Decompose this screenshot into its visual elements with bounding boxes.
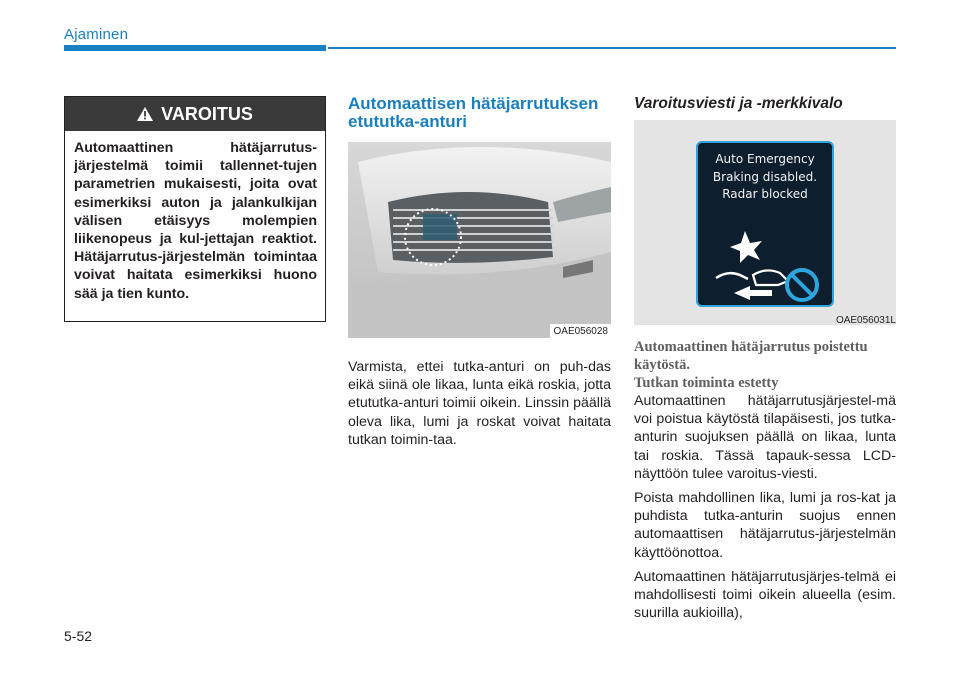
car-front-illustration — [348, 142, 611, 338]
paragraph-1: Automaattinen hätäjarrutusjärjestel-mä voi poistua käytöstä tilapäisesti, jos tutka-anturin suojuksen päällä on likaa, lunta tai roskia. Tässä tapauk-sessa LCD-näyttöön tulee varoitus-viesti. — [634, 393, 896, 482]
disabled-paragraphs — [634, 392, 896, 628]
lcd-screen — [696, 141, 834, 307]
warning-triangle-icon — [137, 107, 153, 121]
subheading-aeb-disabled: Automaattinen hätäjarrutus poistettu käytöstä. — [634, 339, 868, 373]
radar-sensor-heading: Automaattisen hätäjarrutuksen etututka-anturi — [348, 94, 599, 131]
disabled-subheading — [634, 338, 896, 392]
blocked-radar-graphic — [698, 215, 832, 305]
paragraph-2: Poista mahdollinen lika, lumi ja ros-kat ja puhdista tutka-anturin suojus ennen automaattisen hätäjarrutus-järjestelmän käyttöönottoa. — [634, 490, 896, 561]
warning-header — [65, 97, 325, 131]
image-code-left: OAE056028 — [550, 324, 612, 338]
subheading-radar-blocked: Tutkan toiminta estetty — [634, 375, 779, 391]
car-front-photo — [348, 142, 611, 338]
radar-sensor-paragraph: Varmista, ettei tutka-anturi on puh-das eikä siinä ole likaa, lunta eikä roskia, jotta etututka-anturi toimii oikein. Linssin päällä oleva lika, lumi ja roskat voivat haitata tutkan toimin-taa. — [348, 359, 611, 448]
header-rule-thick — [64, 45, 326, 51]
warning-message-heading: Varoitusviesti ja -merkkivalo — [634, 95, 843, 112]
image-code-right: OAE056031L — [835, 315, 896, 326]
lcd-line-1: Auto Emergency — [715, 152, 815, 166]
warning-text: Automaattinen hätäjarrutus-järjestelmä toimii tallennet-tujen parametrien mukaisesti, joita ovat esimerkiksi auton ja jalankulkijan välisen etäisyys molempien liikenopeus ja kul-jettajan reaktiot. Hätäjarrutus-järjestelmän toimintaa voivat haitata esimerkiksi huono sää ja tien kunto. — [74, 140, 317, 302]
lcd-display-illustration — [634, 120, 896, 325]
warning-box — [64, 96, 326, 322]
lcd-line-2: Braking disabled. — [712, 169, 818, 184]
warning-title: VAROITUS — [161, 103, 253, 124]
lcd-line-3: Radar blocked — [722, 187, 808, 201]
no-entry-icon — [787, 270, 817, 300]
page-number: 5-52 — [64, 628, 93, 644]
section-title: Ajaminen — [64, 26, 129, 43]
paragraph-3: Automaattinen hätäjarrutusjärjes-telmä ei mahdollisesti toimi oikein alueella (esim. suurilla aukioilla), — [634, 568, 896, 622]
header-rule-thin — [328, 47, 896, 49]
collision-star-icon — [730, 231, 762, 263]
